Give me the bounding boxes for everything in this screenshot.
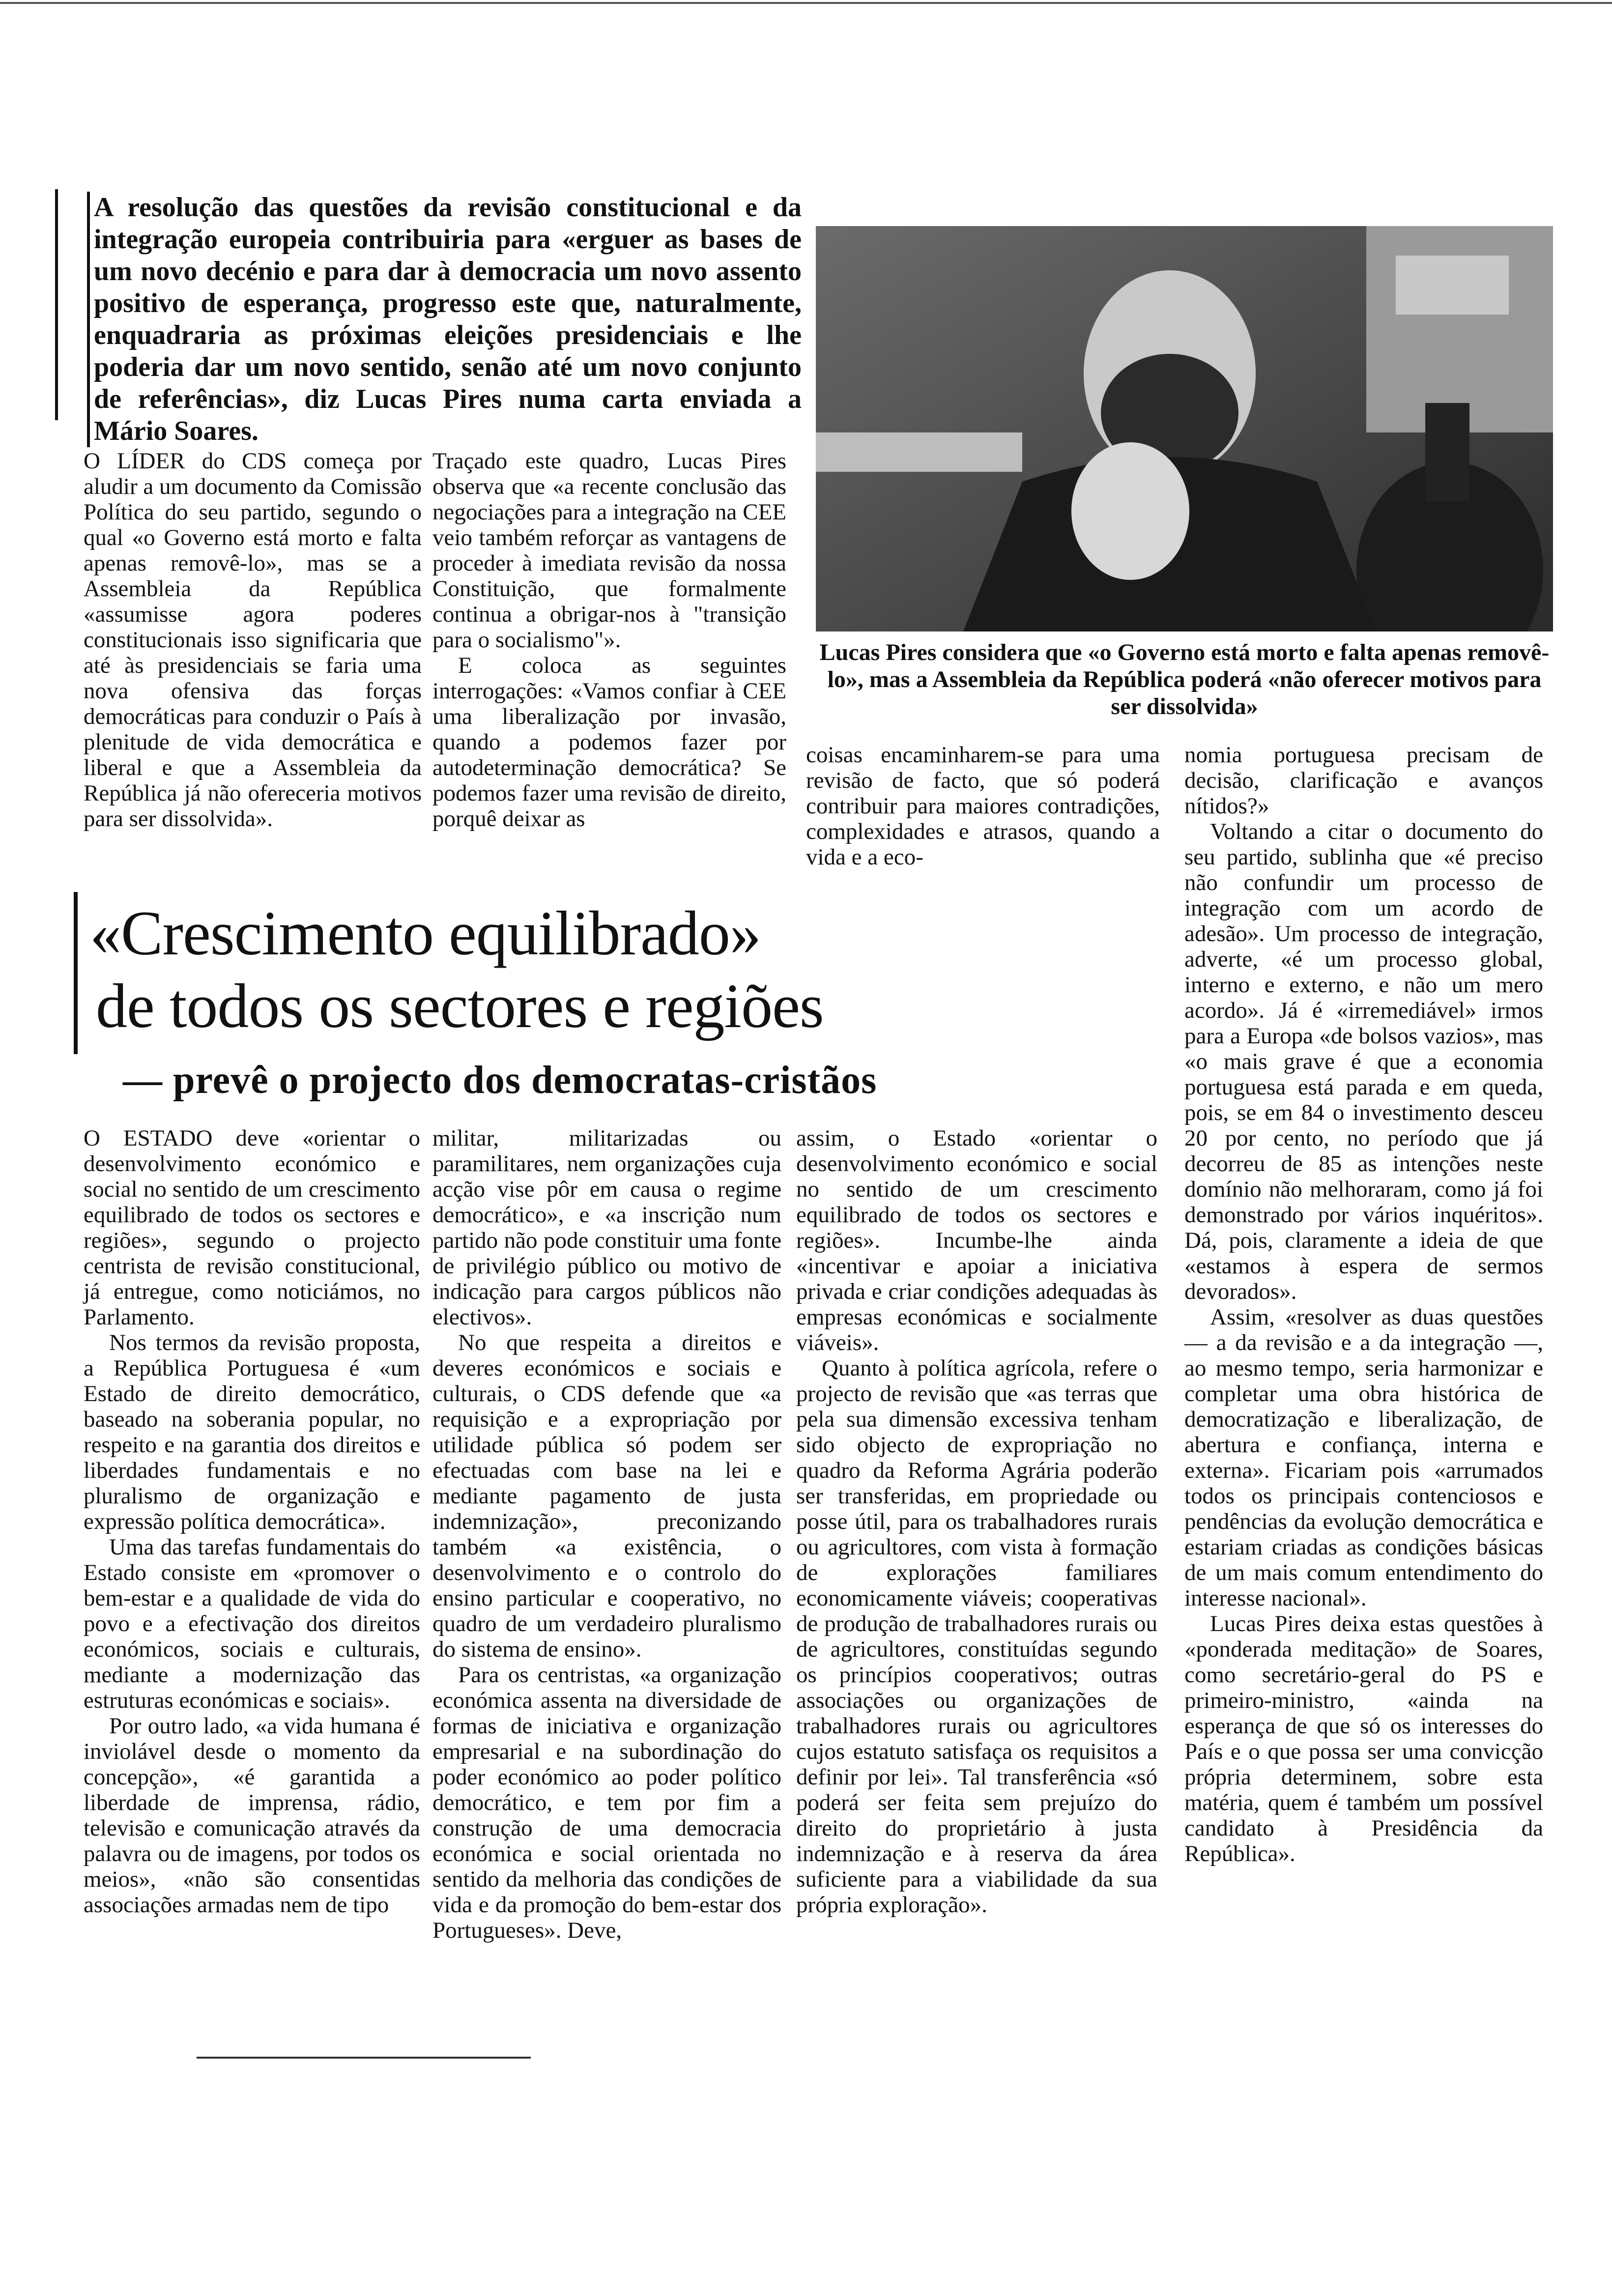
paragraph: militar, militarizadas ou paramilitares, nem organizações cuja acção vise pôr em causa o regime democrático», e «a inscrição num partido não pode constituir uma fonte de privilégio público ou motivo de indicação para cargos públicos não electivos». [432, 1125, 781, 1330]
paragraph: Uma das tarefas fundamentais do Estado consiste em «promover o bem-estar e a qualidade de vida do povo e a efectivação dos direitos económicos, sociais e culturais, mediante a modernização das estruturas económicas e sociais». [84, 1534, 420, 1713]
paragraph: Quanto à política agrícola, refere o projecto de revisão que «as terras que pela sua dimensão excessiva tenham sido objecto de expropriação no quadro da Reforma Agrária poderão ser transferidas, em propriedade ou posse útil, para os trabalhadores rurais ou agricultores, com vista à formação de explorações familiares economicamente viáveis; cooperativas de produção de trabalhadores rurais ou de agricultores, constituídas segundo os princípios cooperativos; outras associações ou organizações de trabalhadores rurais ou agricultores cujos estatuto satisfaça os requisitos a definir por lei». Tal transferência «só poderá ser feita sem prejuízo do direito do proprietário à justa indemnização e à reserva da área suficiente para a viabilidade da sua própria exploração». [796, 1355, 1157, 1918]
headline [86, 897, 1172, 1042]
subheadline: — prevê o projecto dos democratas-cristãos [123, 1059, 877, 1102]
paragraph: coisas encaminharem-se para uma revisão de facto, que só poderá contribuir para maiores contradições, complexidades e atrasos, quando a vida e a eco- [806, 742, 1160, 870]
paragraph: assim, o Estado «orientar o desenvolvimento económico e social no sentido de um crescimento equilibrado de todos os sectores e regiões». Incumbe-lhe ainda «incentivar e apoiar a iniciativa privada e criar condições adequadas às empresas económicas e socialmente viáveis». [796, 1125, 1157, 1355]
paragraph: Nos termos da revisão proposta, a República Portuguesa é «um Estado de direito democrático, baseado na soberania popular, no respeito e na garantia dos direitos e liberdades fundamentais e no pluralismo de organização e expressão política democrática». [84, 1330, 420, 1534]
headline-line-2: de todos os sectores e regiões [96, 971, 824, 1041]
bottom-rule [197, 2057, 531, 2059]
bottom-column-1 [84, 1125, 420, 1918]
paragraph: E coloca as seguintes interrogações: «Vamos confiar à CEE uma liberalização por invasão, quando a podemos fazer por autodeterminação democrática? Se podemos fazer uma revisão de direito, porquê deixar as [432, 653, 786, 832]
paragraph: Por outro lado, «a vida humana é inviolável desde o momento da concepção», «é garantida a liberdade de imprensa, rádio, televisão e comunicação através da palavra ou de imagens, por todos os meios», «não são consentidas associações armadas nem de tipo [84, 1713, 420, 1918]
article-intro: A resolução das questões da revisão constitucional e da integração europeia contribuiria para «erguer as bases de um novo decénio e para dar à democracia um novo assento positivo de esperança, progresso este que, naturalmente, enquadraria as próximas eleições presidenciais e lhe poderia dar um novo sentido, senão até um novo conjunto de referências», diz Lucas Pires numa carta enviada a Mário Soares. [87, 192, 802, 447]
photo-caption: Lucas Pires considera que «o Governo está morto e falta apenas removê-lo», mas a Assembleia da República poderá «não oferecer motivos para ser dissolvida» [819, 639, 1550, 719]
paragraph: nomia portuguesa precisam de decisão, clarificação e avanços nítidos?» [1184, 742, 1543, 819]
top-border-rule [0, 2, 1612, 4]
intro-side-rule [55, 189, 58, 420]
paragraph: O LÍDER do CDS começa por aludir a um documento da Comissão Política do seu partido, segundo o qual «o Governo está morto e falta apenas removê-lo», mas se a Assembleia da República «assumisse agora poderes constitucionais isso significaria que até às presidenciais se faria uma nova ofensiva das forças democráticas para conduzir o País à plenitude de vida democrática e liberal e que a Assembleia da República já não ofereceria motivos para ser dissolvida». [84, 448, 422, 832]
top-column-2 [432, 448, 786, 832]
paragraph: Traçado este quadro, Lucas Pires observa que «a recente conclusão das negociações para a integração na CEE veio também reforçar as vantagens de proceder à imediata revisão da nossa Constituição, que formalmente continua a obrigar-nos à "transição para o socialismo"». [432, 448, 786, 653]
right-column [1184, 742, 1543, 1866]
top-column-1 [84, 448, 422, 832]
paragraph: No que respeita a direitos e deveres económicos e sociais e culturais, o CDS defende que «a requisição e a expropriação por utilidade pública só podem ser efectuadas com base na lei e mediante pagamento de justa indemnização», preconizando também «a existência, o desenvolvimento e o controlo do ensino particular e cooperativo, no quadro de um verdadeiro pluralismo do sistema de ensino». [432, 1330, 781, 1662]
paragraph: Para os centristas, «a organização económica assenta na diversidade de formas de iniciativa e organização empresarial e na subordinação do poder económico ao poder político democrático, e tem por fim a construção de uma democracia económica e social orientada no sentido da melhoria das condições de vida e da promoção do bem-estar dos Portugueses». Deve, [432, 1662, 781, 1943]
headline-line-1: «Crescimento equilibrado» [90, 898, 761, 968]
photo-lucas-pires [816, 226, 1553, 631]
headline-side-rule [74, 892, 78, 1054]
paragraph: Lucas Pires deixa estas questões à «ponderada meditação» de Soares, como secretário-geral do PS e primeiro-ministro, «ainda na esperança de que só os interesses do País e o que possa ser uma convicção própria determinem, sobre esta matéria, quem é também um possível candidato à Presidência da República». [1184, 1611, 1543, 1866]
bottom-column-2 [432, 1125, 781, 1943]
bottom-column-3 [796, 1125, 1157, 1918]
portrait-illustration [816, 226, 1553, 631]
paragraph: Assim, «resolver as duas questões — a da revisão e a da integração —, ao mesmo tempo, seria harmonizar e completar uma obra histórica de democratização e liberalização, de abertura e confiança, interna e externa». Ficariam pois «arrumados todos os principais contenciosos e pendências da evolução democrática e estariam criadas as condições básicas de um mais comum entendimento do interesse nacional». [1184, 1304, 1543, 1611]
paragraph: O ESTADO deve «orientar o desenvolvimento económico e social no sentido de um crescimento equilibrado de todos os sectores e regiões», segundo o projecto centrista de revisão constitucional, já entregue, como noticiámos, no Parlamento. [84, 1125, 420, 1330]
paragraph: Voltando a citar o documento do seu partido, sublinha que «é preciso não confundir um processo de integração com um acordo de adesão». Um processo de integração, adverte, «é um processo global, interno e externo, e não um mero acordo». Já é «irremediável» irmos para a Europa «de bolsos vazios», mas «o mais grave é que a economia portuguesa está parada e em queda, pois, se em 84 o investimento desceu 20 por cento, no período que já decorreu de 85 as intenções neste domínio não melhoraram, como já foi demonstrado por vários inquéritos». Dá, pois, claramente a ideia de que «estamos à espera de sermos devorados». [1184, 819, 1543, 1304]
top-column-3 [806, 742, 1160, 870]
